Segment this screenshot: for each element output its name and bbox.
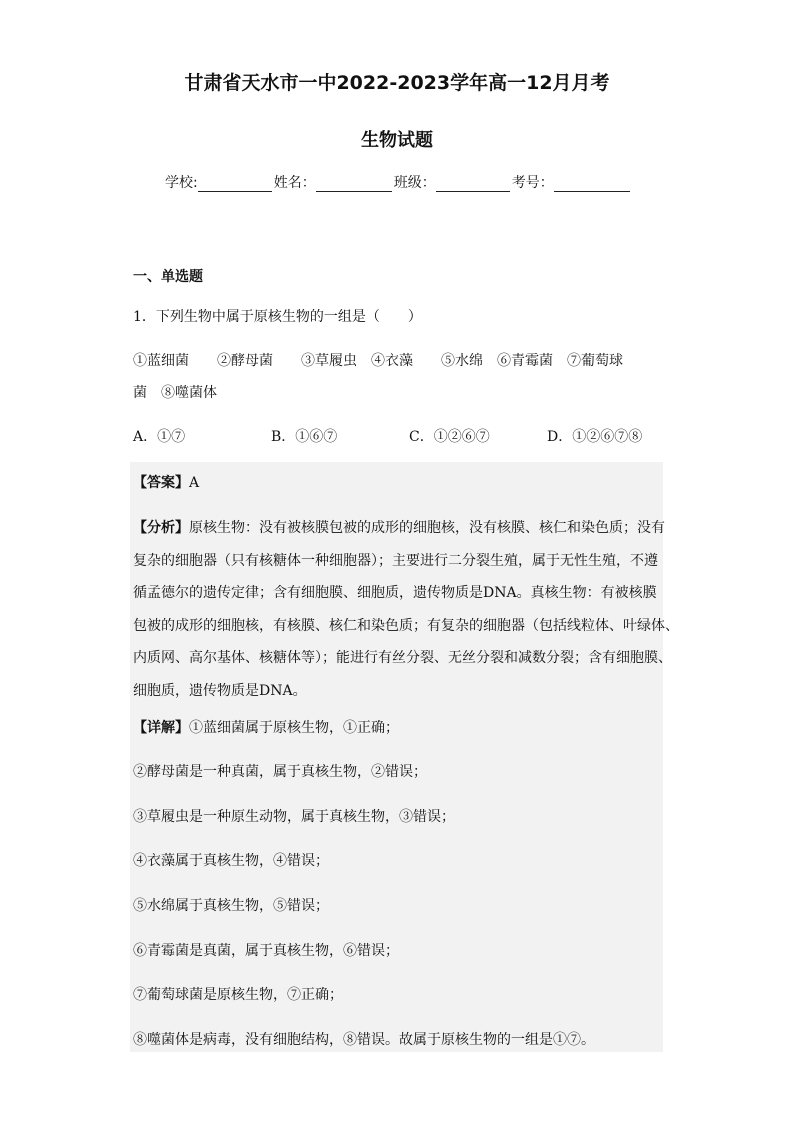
exam-number-blank: [554, 177, 630, 192]
student-info-row: [165, 172, 632, 192]
option-c: C．①②⑥⑦: [409, 429, 490, 445]
analysis-line: 内质网、高尔基体、核糖体等）；能进行有丝分裂、无丝分裂和减数分裂；含有细胞膜、: [133, 650, 672, 666]
detail-line: ②酵母菌是一种真菌，属于真核生物，②错误；: [133, 764, 427, 780]
answer-line: [133, 472, 199, 492]
analysis-tag: 【分析】: [133, 520, 189, 536]
option-b: B．①⑥⑦: [271, 429, 338, 445]
detail-line: 【详解】①蓝细菌属于原核生物，①正确；: [133, 720, 399, 736]
analysis-line: 循孟德尔的遗传定律；含有细胞膜、细胞质，遗传物质是DNA。真核生物：有被核膜: [133, 585, 657, 601]
detail-tag: 【详解】: [133, 720, 189, 736]
name-blank: [316, 177, 392, 192]
analysis-line: 【分析】原核生物：没有被核膜包被的成形的细胞核，没有核膜、核仁和染色质；没有: [133, 520, 665, 536]
class-label: 班级：: [393, 175, 436, 191]
detail-line: ⑤水绵属于真核生物，⑤错误；: [133, 898, 329, 914]
question-options: [133, 426, 673, 446]
name-label: 姓名：: [273, 175, 316, 191]
question-items-line-2: 菌 ⑧噬菌体: [133, 385, 217, 401]
section-heading: 一、单选题: [133, 269, 203, 285]
detail-line: ⑥青霉菌是真菌，属于真核生物，⑥错误；: [133, 943, 399, 959]
analysis-line: 包被的成形的细胞核，有核膜、核仁和染色质；有复杂的细胞器（包括线粒体、叶绿体、: [133, 617, 679, 634]
option-a: A．①⑦: [133, 429, 186, 445]
class-blank: [436, 177, 510, 192]
detail-line: ⑧噬菌体是病毒，没有细胞结构，⑧错误。故属于原核生物的一组是①⑦。: [133, 1032, 595, 1048]
answer-value: A: [189, 475, 200, 491]
school-label: 学校:: [165, 175, 198, 191]
detail-line: ③草履虫是一种原生动物，属于真核生物，③错误；: [133, 809, 455, 825]
school-blank: [198, 177, 272, 192]
page-title: 甘肃省天水市一中2022-2023学年高一12月月考: [184, 72, 610, 94]
exam-number-label: 考号：: [511, 175, 554, 191]
analysis-block: [133, 512, 679, 707]
analysis-line: 细胞质，遗传物质是DNA。: [133, 682, 307, 699]
detail-line: ⑦葡萄球菌是原核生物，⑦正确；: [133, 987, 343, 1003]
question-items-line-1: ①蓝细菌 ②酵母菌 ③草履虫 ④衣藻 ⑤水绵 ⑥青霉菌 ⑦葡萄球: [133, 353, 623, 369]
answer-tag: 【答案】: [133, 475, 189, 491]
option-d: D．①②⑥⑦⑧: [547, 429, 643, 445]
page-subtitle: 生物试题: [361, 130, 433, 151]
detail-line: ④衣藻属于真核生物，④错误；: [133, 853, 329, 869]
analysis-line: 复杂的细胞器（只有核糖体一种细胞器）；主要进行二分裂生殖，属于无性生殖，不遵: [133, 552, 658, 569]
question-stem: 1．下列生物中属于原核生物的一组是（ ）: [133, 309, 422, 325]
